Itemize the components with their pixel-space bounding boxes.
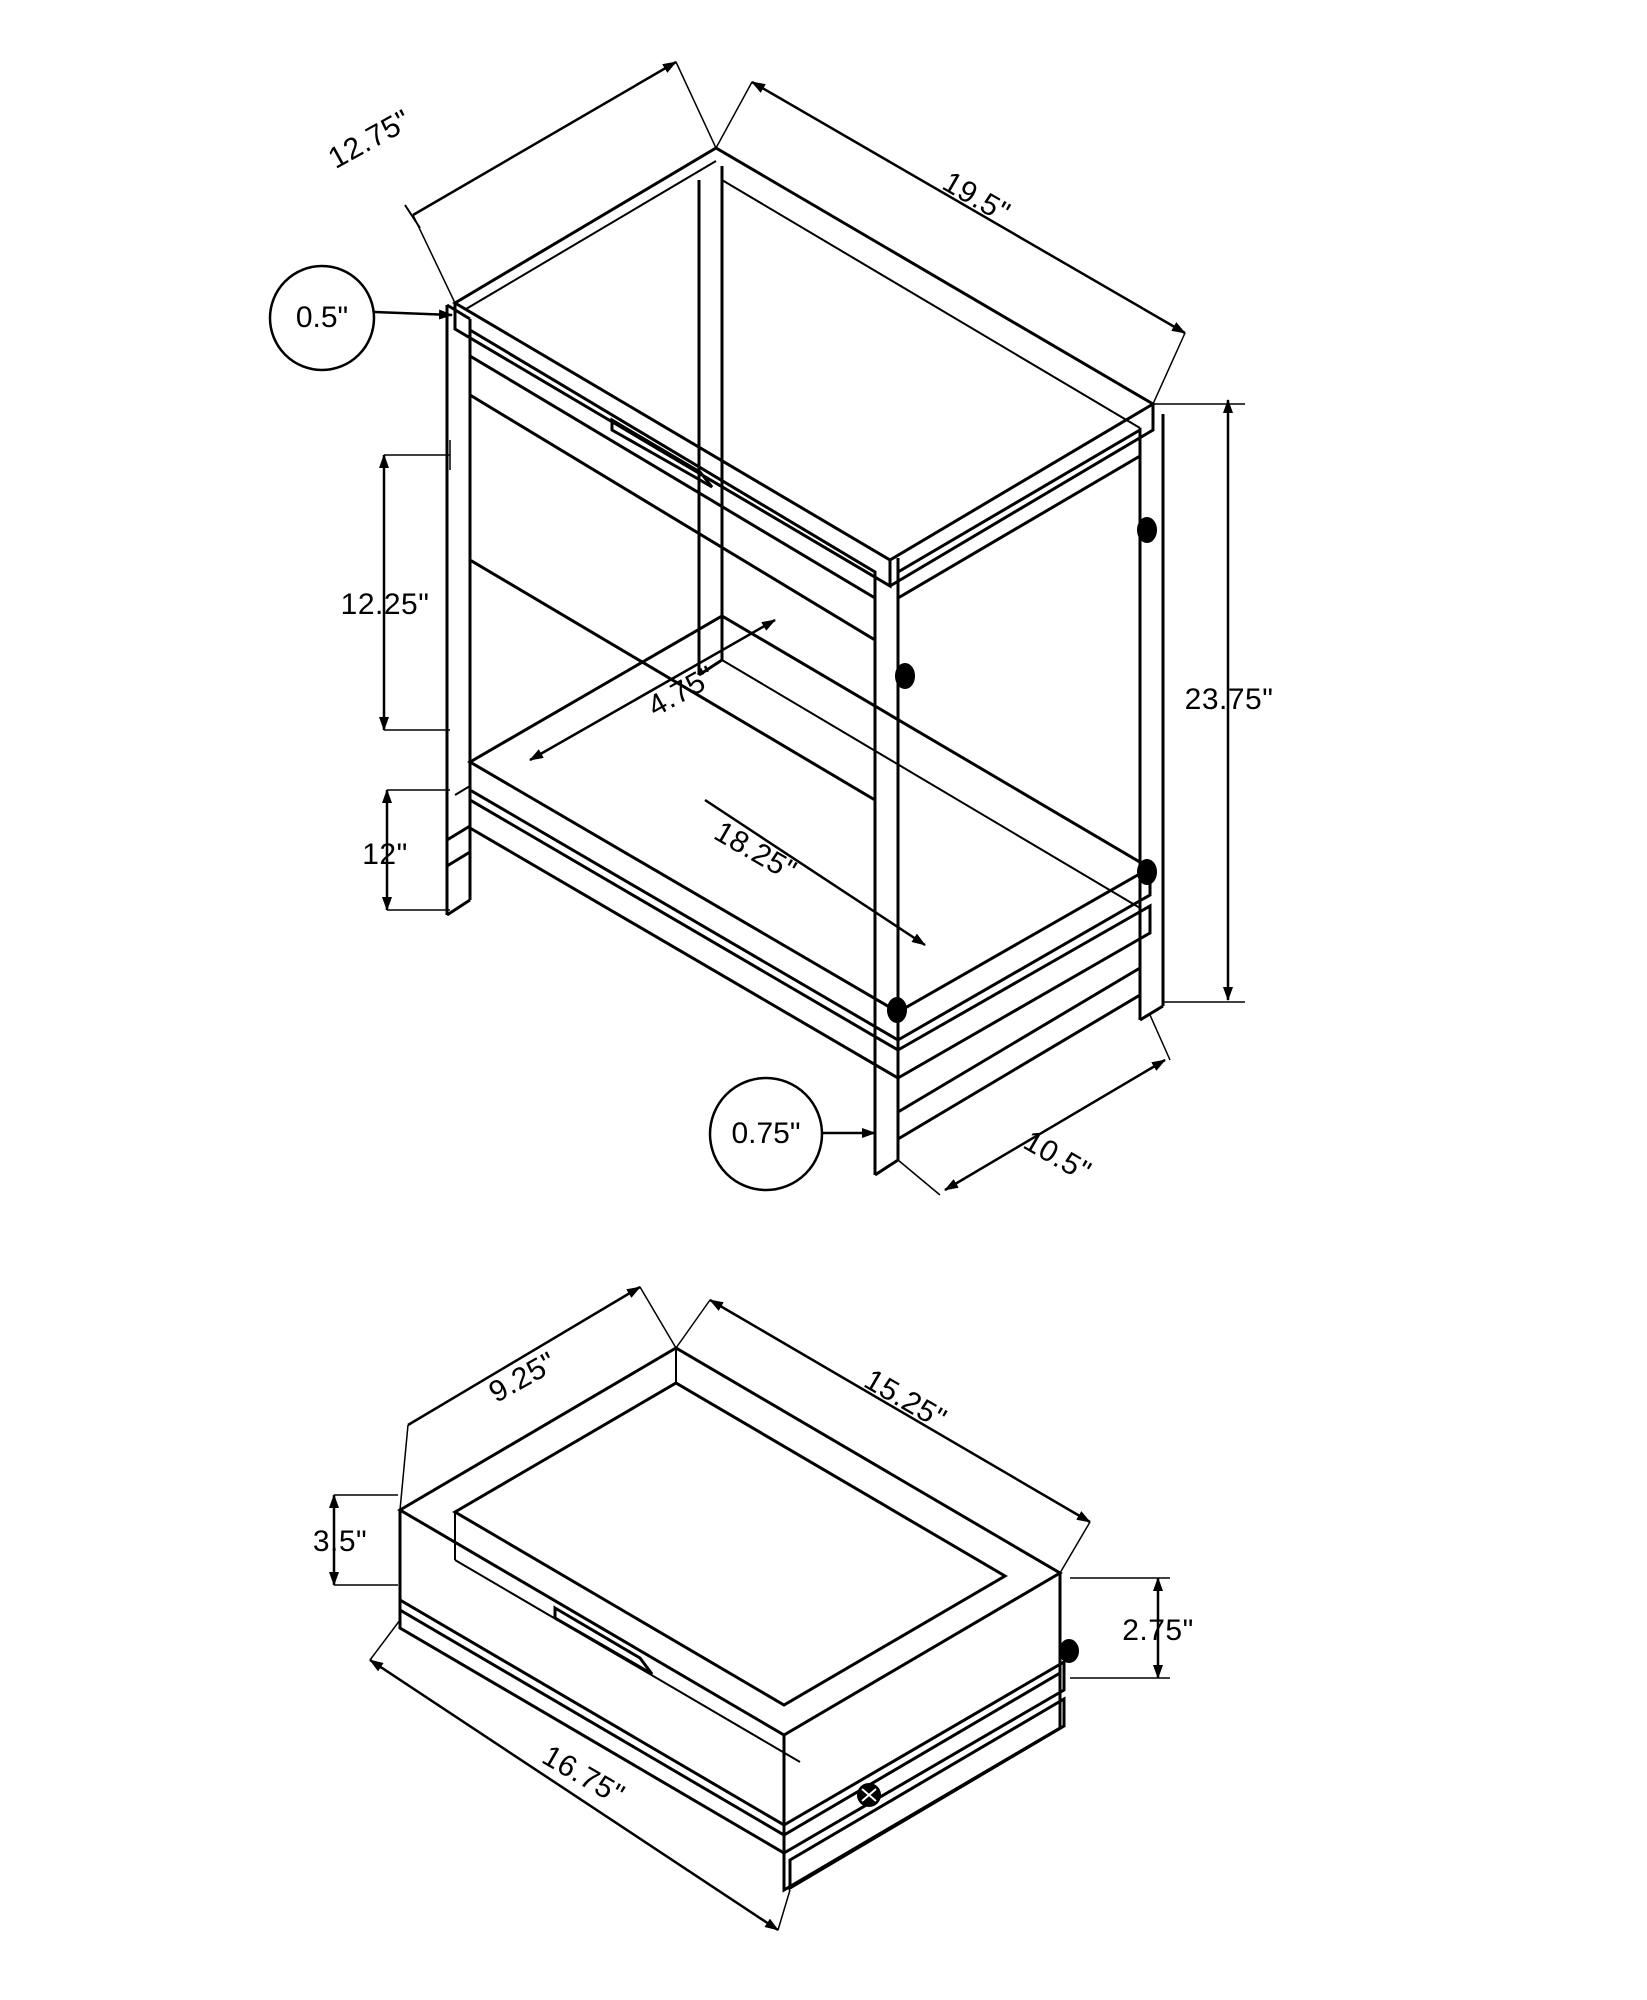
dimension-label-shelf-width: 18.25" [708, 815, 802, 889]
table-dimension-lines [270, 62, 1245, 1195]
drawer-geometry [400, 1345, 1078, 1890]
dimension-label-drawer-back-height: 2.75" [1122, 1614, 1194, 1647]
dimension-label-shelf-depth: 4.75" [642, 659, 722, 724]
dimension-label-drawer-inner-depth: 9.25" [483, 1345, 563, 1410]
dimension-label-upper-section-height: 12.25" [340, 588, 430, 621]
dimension-label-overall-height: 23.75" [1184, 683, 1274, 716]
dimension-label-leg-spread: 10.5" [1018, 1124, 1097, 1189]
callout-label-top-thickness: 0.5" [295, 301, 349, 334]
callout-label-frame-thickness: 0.75" [731, 1117, 801, 1150]
dimension-label-top-width: 19.5" [937, 165, 1016, 230]
dimension-label-drawer-front-width: 16.75" [536, 1739, 630, 1813]
dimension-label-lower-section-height: 12" [362, 838, 408, 871]
dimension-label-drawer-inner-width: 15.25" [858, 1363, 952, 1437]
dimension-label-drawer-side-height: 3.5" [312, 1525, 368, 1558]
table-geometry [447, 148, 1163, 1175]
dimension-label-top-depth: 12.75" [322, 103, 417, 176]
